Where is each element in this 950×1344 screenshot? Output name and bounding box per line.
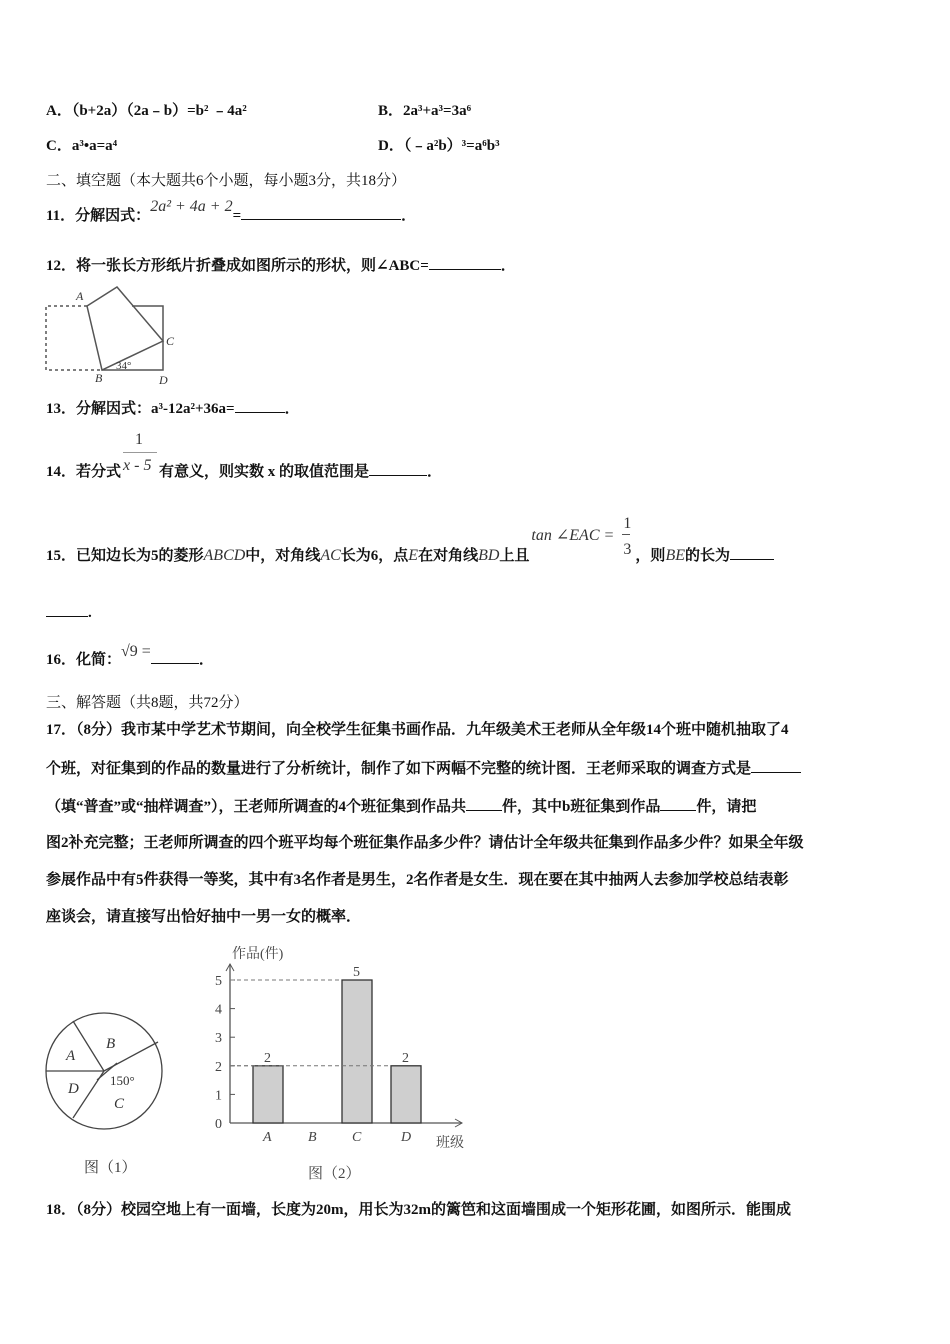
- q14-answer-blank[interactable]: [369, 461, 427, 476]
- section-2-title: 二、填空题（本大题共6个小题，每小题3分，共18分）: [46, 173, 407, 189]
- q15-text: 15．已知边长为5的菱形: [46, 548, 204, 564]
- question-13: [46, 398, 300, 419]
- q15-answer-blank[interactable]: [730, 545, 774, 560]
- pie-label-b: B: [106, 1036, 116, 1052]
- q15-text: 长为6，点: [340, 548, 409, 564]
- q17-text: （填“普查”或“抽样调查”），王老师所调查的4个班征集到作品共: [46, 799, 467, 815]
- choice-text: （﹣a²b）³=a⁶b³: [403, 138, 500, 154]
- fold-quadrilateral: [87, 287, 163, 370]
- q15-continuation: [46, 602, 92, 623]
- bar-d: [391, 1066, 421, 1123]
- fold-label-d: D: [159, 373, 168, 387]
- data-label: 2: [264, 1050, 271, 1066]
- q15-text: 上且: [499, 548, 530, 564]
- q14-suffix: 有意义，则实数 x 的取值范围是: [159, 464, 370, 480]
- y-tick-label: 2: [215, 1059, 222, 1075]
- q15-var: ABCD: [203, 547, 246, 564]
- q16-end: ．: [198, 652, 214, 668]
- fold-label-a: A: [76, 289, 84, 303]
- q11-prefix: 11．分解因式：: [46, 208, 151, 224]
- q15-tan: tan ∠EAC =: [531, 527, 615, 544]
- question-18: 18．（8分）校园空地上有一面墙，长度为20m，用长为32m的篱笆和这面墙围成一个矩形花圃，如图所示．能围成: [46, 1202, 791, 1218]
- q15-end: .: [88, 605, 92, 621]
- pie-label-a: A: [66, 1048, 76, 1064]
- pie-caption: 图（1）: [84, 1160, 137, 1176]
- q17-text: 件，其中b班征集到作品: [502, 799, 661, 815]
- q15-denominator: 3: [623, 541, 632, 558]
- choice-label: C．: [46, 138, 72, 154]
- choice-text: （b+2a）（2a﹣b）=b² ﹣4a²: [71, 103, 247, 119]
- q13-text: 13．分解因式：a³-12a²+36a=: [46, 401, 235, 417]
- q15-answer-blank-cont[interactable]: [46, 602, 88, 617]
- q14-denominator: x - 5: [123, 457, 152, 474]
- y-tick-label: 1: [215, 1088, 222, 1104]
- question-14: [46, 431, 443, 482]
- data-label: 2: [402, 1050, 409, 1066]
- x-tick-label: A: [263, 1130, 272, 1145]
- q11-equals: =: [232, 208, 242, 224]
- q17-text: 个班，对征集到的作品的数量进行了分析统计，制作了如下两幅不完整的统计图．王老师采取的调查方式是: [46, 761, 752, 777]
- pie-divider: [73, 1021, 104, 1071]
- choice-label: D．: [378, 138, 404, 154]
- bar-c: [342, 980, 372, 1123]
- fold-label-c: C: [166, 334, 175, 348]
- x-tick-label: B: [308, 1130, 317, 1145]
- q11-end: ．: [401, 208, 417, 224]
- fraction-bar: [123, 452, 157, 453]
- q15-text: 的长为: [684, 548, 730, 564]
- bar-chart: [215, 946, 464, 1182]
- q15-text: 在对角线: [418, 548, 479, 564]
- q17-line: [46, 758, 801, 779]
- fold-angle-label: 34°: [116, 360, 132, 372]
- q14-end: ．: [427, 464, 443, 480]
- bar-chart-caption: 图（2）: [308, 1166, 361, 1182]
- q17-line: 图2补充完整；王老师所调查的四个班平均每个班征集作品多少件？请估计全年级共征集到作品多少件？如果全年级: [46, 835, 804, 851]
- choice-label: A．: [46, 103, 72, 119]
- q12-end: ．: [500, 258, 516, 274]
- q17-classb-blank[interactable]: [660, 796, 696, 811]
- q15-numerator: 1: [623, 515, 632, 532]
- data-label: 5: [353, 965, 360, 980]
- q17-text: 件，请把: [696, 799, 757, 815]
- q14-fraction: [121, 431, 159, 476]
- q15-var: BD: [478, 547, 500, 564]
- choice-text: a³•a=a⁴: [71, 138, 118, 154]
- q16-expression: √9 =: [121, 643, 151, 660]
- q13-end: ．: [284, 401, 300, 417]
- fold-rect-edge: [102, 306, 163, 370]
- pie-label-c: C: [114, 1096, 125, 1112]
- q16-prefix: 16．化简：: [46, 652, 122, 668]
- y-tick-label: 0: [215, 1117, 222, 1132]
- pie-angle-label: 150°: [110, 1073, 135, 1088]
- y-axis-label: 作品(件): [232, 947, 284, 962]
- y-tick-label: 5: [215, 974, 222, 989]
- q11-expression: 2a² + 4a + 2: [150, 198, 233, 215]
- y-tick-label: 3: [215, 1031, 222, 1047]
- q17-line: 17．（8分）我市某中学艺术节期间，向全校学生征集书画作品．九年级美术王老师从全年级14个班中随机抽取了4: [46, 722, 789, 738]
- fold-label-b: B: [95, 371, 103, 385]
- question-15: [46, 515, 774, 566]
- fold-figure: [46, 287, 163, 370]
- q17-line: [46, 796, 756, 817]
- q13-answer-blank[interactable]: [235, 398, 285, 413]
- q17-total-blank[interactable]: [466, 796, 502, 811]
- q17-line: 参展作品中有5件获得一等奖，其中有3名作者是男生，2名作者是女生．现在要在其中抽两人去参加学校总结表彰: [46, 872, 789, 888]
- x-axis-label: 班级: [436, 1136, 464, 1151]
- y-tick-label: 4: [215, 1002, 222, 1018]
- q15-text: ，则: [635, 548, 666, 564]
- x-tick-label: D: [401, 1130, 412, 1145]
- pie-label-d: D: [68, 1081, 79, 1097]
- q15-text: 中，对角线: [245, 548, 321, 564]
- choice-label: B．: [378, 103, 404, 119]
- q15-var: BE: [665, 547, 685, 564]
- q16-answer-blank[interactable]: [151, 649, 199, 664]
- q15-var: E: [408, 547, 419, 564]
- question-16: [46, 643, 214, 670]
- section-3-title: 三、解答题（共8题，共72分）: [46, 695, 249, 711]
- q14-numerator: 1: [135, 431, 144, 448]
- q14-prefix: 14．若分式: [46, 464, 122, 480]
- pie-chart: [46, 1013, 162, 1129]
- bar-a: [253, 1066, 283, 1123]
- q12-text: 12．将一张长方形纸片折叠成如图所示的形状，则∠ABC=: [46, 258, 429, 274]
- q17-survey-blank[interactable]: [751, 758, 801, 773]
- q15-tan-expression: [529, 515, 635, 560]
- q17-line: 座谈会，请直接写出恰好抽中一男一女的概率．: [46, 909, 362, 925]
- choice-text: 2a³+a³=3a⁶: [403, 103, 472, 119]
- q15-var: AC: [320, 547, 341, 564]
- fold-dotted-outline: [46, 306, 102, 370]
- fraction-bar: [622, 534, 630, 535]
- x-tick-label: C: [352, 1130, 362, 1145]
